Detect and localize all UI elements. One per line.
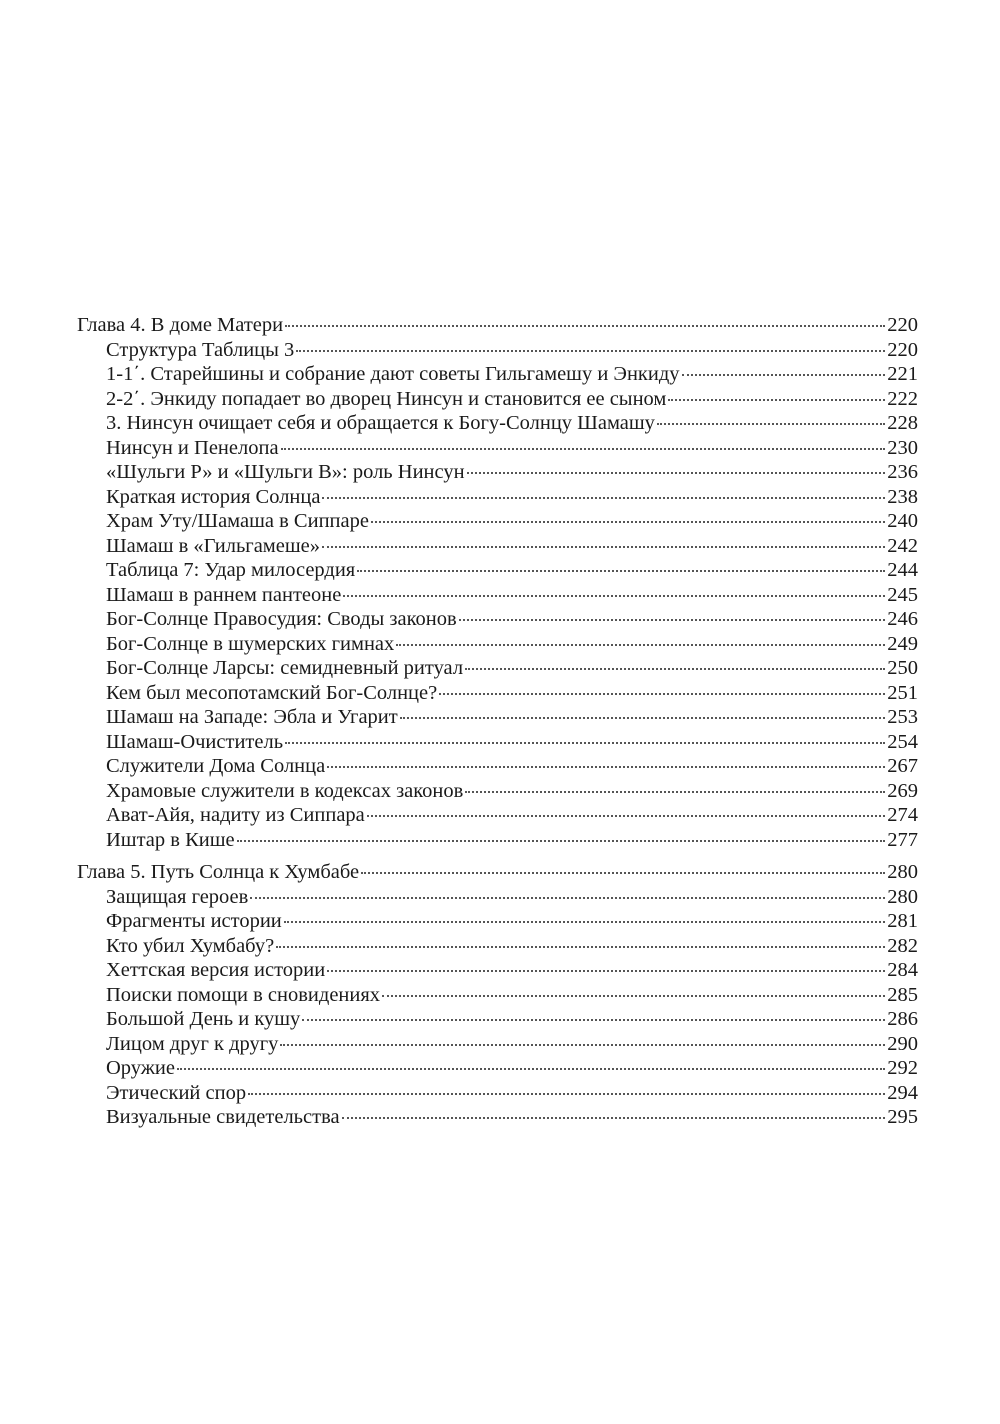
section-title: Кто убил Хумбабу? bbox=[106, 934, 275, 957]
chapter-entry[interactable] bbox=[77, 860, 918, 885]
table-of-contents bbox=[77, 313, 918, 1130]
page-number: 220 bbox=[887, 314, 918, 336]
dot-leader bbox=[465, 668, 885, 670]
page-number: 282 bbox=[887, 934, 918, 957]
section-title: Этический спор bbox=[106, 1081, 247, 1104]
section-title: Таблица 7: Удар милосердия bbox=[106, 559, 356, 581]
dot-leader bbox=[280, 1044, 885, 1046]
chapter-title: Глава 5. Путь Солнца к Хумбабе bbox=[77, 861, 360, 883]
section-title: Бог-Солнце в шумерских гимнах bbox=[106, 632, 395, 655]
dot-leader bbox=[342, 1117, 886, 1119]
page-number: 292 bbox=[887, 1057, 918, 1079]
section-entry[interactable] bbox=[77, 803, 918, 828]
dot-leader bbox=[285, 325, 885, 327]
section-entry[interactable] bbox=[77, 1032, 918, 1057]
chapter-group-5 bbox=[77, 860, 918, 1130]
dot-leader bbox=[367, 815, 885, 817]
section-entry[interactable] bbox=[77, 583, 918, 608]
section-entry[interactable] bbox=[77, 1081, 918, 1106]
section-title: Храм Уту/Шамаша в Сиппаре bbox=[106, 510, 369, 532]
page-number: 238 bbox=[887, 485, 918, 508]
section-title: Иштар в Кише bbox=[106, 828, 235, 851]
section-title: Кем был месопотамский Бог-Солнце? bbox=[106, 681, 438, 704]
dot-leader bbox=[343, 595, 885, 597]
page-number: 228 bbox=[887, 412, 918, 434]
page-number: 236 bbox=[887, 461, 918, 483]
section-entry[interactable] bbox=[77, 1007, 918, 1032]
dot-leader bbox=[322, 546, 885, 548]
page-number: 253 bbox=[887, 706, 918, 728]
page-number: 230 bbox=[887, 436, 918, 459]
page-number: 286 bbox=[887, 1008, 918, 1030]
dot-leader bbox=[459, 619, 886, 621]
dot-leader bbox=[248, 1093, 885, 1095]
dot-leader bbox=[322, 497, 885, 499]
section-title: Большой День и кушу bbox=[106, 1008, 301, 1030]
page-number: 245 bbox=[887, 583, 918, 606]
section-entry[interactable] bbox=[77, 485, 918, 510]
dot-leader bbox=[285, 742, 885, 744]
section-title: Оружие bbox=[106, 1057, 175, 1079]
dot-leader bbox=[327, 970, 885, 972]
page-number: 274 bbox=[887, 804, 918, 826]
section-entry[interactable] bbox=[77, 460, 918, 485]
page-number: 221 bbox=[887, 363, 918, 385]
page-number: 285 bbox=[887, 983, 918, 1006]
section-entry[interactable] bbox=[77, 387, 918, 412]
page-number: 254 bbox=[887, 730, 918, 753]
section-title: Нинсун и Пенелопа bbox=[106, 436, 279, 459]
page-number: 246 bbox=[887, 608, 918, 630]
section-title: Служители Дома Солнца bbox=[106, 755, 326, 777]
dot-leader bbox=[439, 693, 885, 695]
section-title: Шамаш-Очиститель bbox=[106, 730, 284, 753]
section-entry[interactable] bbox=[77, 1056, 918, 1081]
section-entry[interactable] bbox=[77, 632, 918, 657]
section-entry[interactable] bbox=[77, 909, 918, 934]
section-title: «Шульги Р» и «Шульги В»: роль Нинсун bbox=[106, 461, 465, 483]
chapter-entry[interactable] bbox=[77, 313, 918, 338]
section-title: Шамаш в раннем пантеоне bbox=[106, 583, 342, 606]
section-title: Структура Таблицы 3 bbox=[106, 338, 295, 361]
section-title: Защищая героев bbox=[106, 885, 249, 908]
page-number: 220 bbox=[887, 338, 918, 361]
dot-leader bbox=[400, 717, 886, 719]
section-title: Лицом друг к другу bbox=[106, 1032, 279, 1055]
section-entry[interactable] bbox=[77, 411, 918, 436]
page-number: 280 bbox=[887, 861, 918, 883]
dot-leader bbox=[327, 766, 885, 768]
dot-leader bbox=[382, 995, 885, 997]
chapter-title: Глава 4. В доме Матери bbox=[77, 314, 284, 336]
dot-leader bbox=[296, 350, 885, 352]
section-entry[interactable] bbox=[77, 885, 918, 910]
section-entry[interactable] bbox=[77, 828, 918, 853]
section-entry[interactable] bbox=[77, 338, 918, 363]
section-title: Визуальные свидетельства bbox=[106, 1106, 340, 1128]
page-number: 242 bbox=[887, 534, 918, 557]
section-title: 1-1΄. Старейшины и собрание дают советы Гильгамешу и Энкиду bbox=[106, 363, 680, 385]
page-number: 251 bbox=[887, 681, 918, 704]
section-entry[interactable] bbox=[77, 656, 918, 681]
section-title: Бог-Солнце Ларсы: семидневный ритуал bbox=[106, 657, 464, 679]
section-title: Фрагменты истории bbox=[106, 910, 282, 932]
dot-leader bbox=[281, 448, 886, 450]
section-title: Хеттская версия истории bbox=[106, 959, 326, 981]
page-number: 277 bbox=[887, 828, 918, 851]
dot-leader bbox=[668, 399, 885, 401]
page-number: 294 bbox=[887, 1081, 918, 1104]
section-entry[interactable] bbox=[77, 983, 918, 1008]
page-number: 269 bbox=[887, 779, 918, 802]
dot-leader bbox=[682, 374, 886, 376]
section-entry[interactable] bbox=[77, 681, 918, 706]
dot-leader bbox=[657, 423, 885, 425]
section-title: Бог-Солнце Правосудия: Своды законов bbox=[106, 608, 457, 630]
dot-leader bbox=[467, 472, 886, 474]
page-number: 244 bbox=[887, 559, 918, 581]
page-number: 280 bbox=[887, 885, 918, 908]
section-title: Храмовые служители в кодексах законов bbox=[106, 779, 464, 802]
dot-leader bbox=[276, 946, 885, 948]
section-entry[interactable] bbox=[77, 779, 918, 804]
dot-leader bbox=[357, 570, 885, 572]
section-entry[interactable] bbox=[77, 705, 918, 730]
dot-leader bbox=[250, 897, 885, 899]
section-entry[interactable] bbox=[77, 558, 918, 583]
dot-leader bbox=[371, 521, 885, 523]
page-number: 222 bbox=[887, 387, 918, 410]
chapter-group-4 bbox=[77, 313, 918, 852]
dot-leader bbox=[284, 921, 885, 923]
dot-leader bbox=[396, 644, 885, 646]
dot-leader bbox=[465, 791, 885, 793]
section-entry[interactable] bbox=[77, 362, 918, 387]
dot-leader bbox=[177, 1068, 885, 1070]
page-number: 284 bbox=[887, 959, 918, 981]
section-entry[interactable] bbox=[77, 934, 918, 959]
section-title: 3. Нинсун очищает себя и обращается к Богу-Солнцу Шамашу bbox=[106, 412, 655, 434]
section-title: Поиски помощи в сновидениях bbox=[106, 983, 381, 1006]
section-entry[interactable] bbox=[77, 509, 918, 534]
section-title: Ават-Айя, надиту из Сиппара bbox=[106, 804, 365, 826]
page-number: 240 bbox=[887, 510, 918, 532]
page-number: 295 bbox=[887, 1106, 918, 1128]
section-entry[interactable] bbox=[77, 754, 918, 779]
page-number: 290 bbox=[887, 1032, 918, 1055]
section-entry[interactable] bbox=[77, 1105, 918, 1130]
section-entry[interactable] bbox=[77, 730, 918, 755]
dot-leader bbox=[302, 1019, 885, 1021]
section-entry[interactable] bbox=[77, 958, 918, 983]
dot-leader bbox=[237, 840, 886, 842]
page-number: 281 bbox=[887, 910, 918, 932]
dot-leader bbox=[361, 872, 885, 874]
page-number: 249 bbox=[887, 632, 918, 655]
page-number: 267 bbox=[887, 755, 918, 777]
section-entry[interactable] bbox=[77, 607, 918, 632]
section-title: Шамаш на Западе: Эбла и Угарит bbox=[106, 706, 398, 728]
section-title: 2-2΄. Энкиду попадает во дворец Нинсун и становится ее сыном bbox=[106, 387, 667, 410]
page-number: 250 bbox=[887, 657, 918, 679]
section-entry[interactable] bbox=[77, 534, 918, 559]
section-entry[interactable] bbox=[77, 436, 918, 461]
section-title: Шамаш в «Гильгамеше» bbox=[106, 534, 321, 557]
section-title: Краткая история Солнца bbox=[106, 485, 321, 508]
